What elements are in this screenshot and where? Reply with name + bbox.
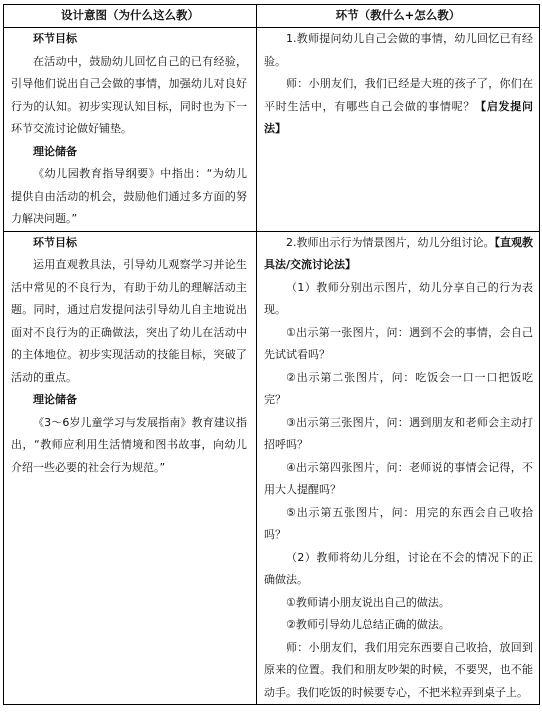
row1-step-cell [257, 28, 540, 232]
row1-method: 【启发提问法】 [264, 99, 534, 135]
row2-sub2: （2）教师将幼儿分组，讨论在不会的情况下的正确做法。 [264, 550, 533, 586]
row2-sub1: （1）教师分别出示图片，幼儿分享自己的行为表现。 [264, 280, 533, 316]
row1-theory-text: 《幼儿园教育指导纲要》中指出：“为幼儿提供自由活动的机会，鼓励他们通过多方面的努力解决问题。” [11, 167, 247, 225]
row2-step-method: 【直观教具法/交流讨论法】 [264, 235, 533, 271]
row2-group-step-1: ①教师请小朋友说出自己的做法。 [286, 595, 450, 609]
row2-step-title: 2.教师出示行为情景图片，幼儿分组讨论。 [286, 235, 495, 249]
row1-step-title: 1.教师提问幼儿自己会做的事情，幼儿回忆已有经验。 [264, 32, 533, 68]
row1-dialog-text: 师：小朋友们，我们已经是大班的孩子了，你们在平时生活中，有哪些自己会做的事情呢？ [264, 77, 533, 113]
row2-intent-cell [4, 231, 257, 705]
table-header-row [4, 5, 540, 28]
row2-closing: 师：小朋友们，我们用完东西要自己收拾，放回到原来的位置。我们和朋友吵架的时候，不要哭，也不能动手。我们吃饭的时候要专心，不把米粒弄到桌子上。 [264, 640, 533, 699]
table-row-1 [4, 28, 540, 232]
row2-group-step-2: ②教师引导幼儿总结正确的做法。 [286, 618, 450, 631]
row2-goal-heading: 环节目标 [33, 235, 77, 249]
row2-pic-3: ③出示第三张图片，问：遇到朋友和老师会主动打招呼吗？ [264, 415, 533, 451]
row2-theory-heading: 理论储备 [33, 393, 77, 406]
header-step: 环节（教什么+怎么教） [257, 5, 540, 28]
row1-theory-heading: 理论储备 [33, 144, 77, 158]
row1-goal-text: 在活动中，鼓励幼儿回忆自己的已有经验，引导他们说出自己会做的事情，加强幼儿对良好行为的认知。初步实现认知目标，同时也为下一环节交流讨论做好铺垫。 [11, 54, 247, 135]
lesson-plan-table [3, 4, 540, 705]
row1-intent-cell [4, 28, 257, 232]
row2-step [264, 232, 533, 277]
row2-pic-4: ④出示第四张图片，问：老师说的事情会记得，不用大人提醒吗？ [264, 460, 533, 496]
row2-step-cell [257, 231, 540, 705]
row2-pic-5: ⑤出示第五张图片，问：用完的东西会自己收拾吗？ [264, 505, 533, 541]
row2-goal-text: 运用直观教具法，引导幼儿观察学习并论生活中常见的不良行为，有助于幼儿的理解活动主题。同时，通过启发提问法引导幼儿自主地说出面对不良行为的正确做法，突出了幼儿在活动中的主体地位。初步实现活动的技能目标，突破了活动的重点。 [11, 258, 247, 384]
row2-pic-1: ①出示第一张图片，问：遇到不会的事情，会自己先试试看吗？ [264, 325, 533, 361]
row1-goal-heading: 环节目标 [33, 32, 77, 45]
row2-pic-2: ②出示第二张图片，问：吃饭会一口一口把饭吃完？ [264, 370, 533, 406]
table-row-2 [4, 231, 540, 705]
row2-theory-text: 《3～6岁儿童学习与发展指南》教育建议指出，“教师应利用生活情境和图书故事，向幼儿介绍一些必要的社会行为规范。” [11, 415, 247, 474]
header-design-intent: 设计意图（为什么这么教） [4, 5, 257, 28]
row1-dialog [264, 73, 533, 141]
